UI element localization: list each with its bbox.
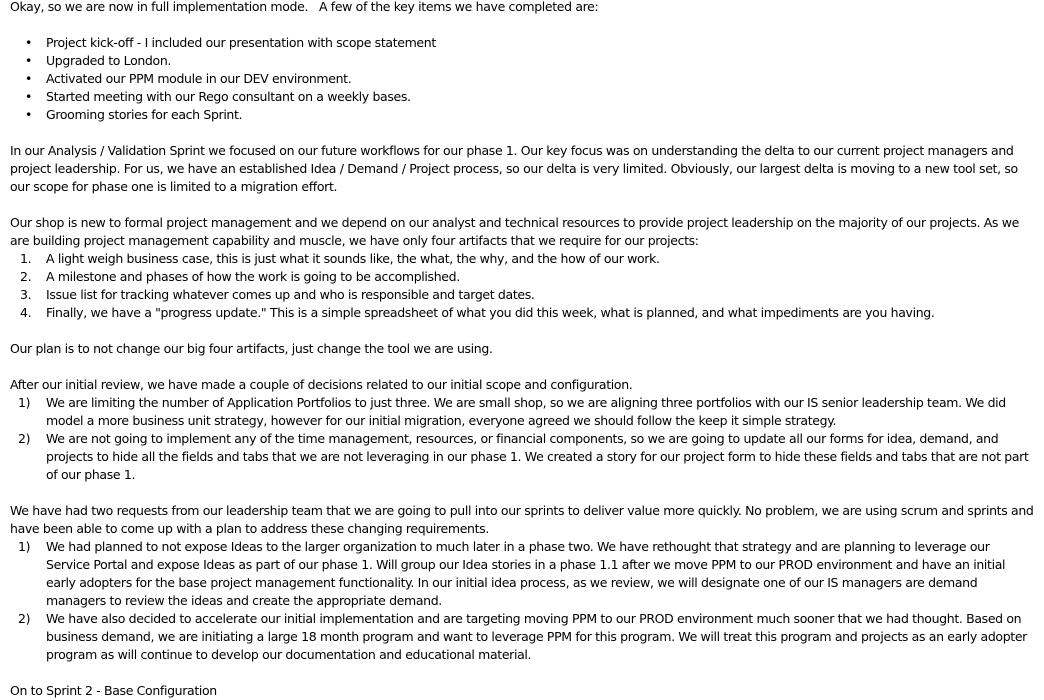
requests-list <box>10 538 1034 664</box>
intro-paragraph: Okay, so we are now in full implementation mode. A few of the key items we have completed are: <box>10 0 599 14</box>
list-item: • Grooming stories for each Sprint. <box>10 106 1034 124</box>
list-item-text: We are limiting the number of Application Portfolios to just three. We are small shop, so we are aligning three portfolios with our IS senior leadership team. We did model a more business unit strategy, however for our initial migration, everyone agreed we should follow the keep it simple strategy. <box>46 395 1006 428</box>
list-item-text: We are not going to implement any of the time management, resources, or financial components, so we are going to update all our forms for idea, demand, and projects to hide all the fields and tabs that we are not leveraging in our phase 1. We created a story for our project form to hide these fields and tabs that are not part of our phase 1. <box>46 431 1029 482</box>
artifacts-list <box>10 250 1034 322</box>
spacer <box>10 124 1034 142</box>
list-item <box>10 394 1034 430</box>
spacer <box>10 322 1034 340</box>
list-item <box>10 286 1034 304</box>
list-item <box>10 250 1034 268</box>
list-marker: 3. <box>20 287 32 302</box>
list-item: • Started meeting with our Rego consultant on a weekly bases. <box>10 88 1034 106</box>
list-item: • Upgraded to London. <box>10 52 1034 70</box>
list-item <box>10 610 1034 664</box>
list-item: • Project kick-off - I included our presentation with scope statement <box>10 34 1034 52</box>
list-marker: 2) <box>18 431 31 446</box>
list-marker: 2) <box>18 611 31 626</box>
list-marker: 1) <box>18 539 31 554</box>
spacer <box>10 484 1034 502</box>
shop-paragraph: Our shop is new to formal project management and we depend on our analyst and technical resources to provide project leadership on the majority of our projects. As we are building project management capability and muscle, we have only four artifacts that we require for our projects: <box>10 215 1019 248</box>
list-item-text: We have also decided to accelerate our initial implementation and are targeting moving PPM to our PROD environment much sooner that we had thought. Based on business demand, we are initiating a large 18 month program and want to leverage PPM for this program. We will treat this program and projects as an early adopter program as will continue to develop our documentation and educational material. <box>46 611 1027 662</box>
spacer <box>10 358 1034 376</box>
review-paragraph: After our initial review, we have made a couple of decisions related to our initial scope and configuration. <box>10 377 633 392</box>
requests-paragraph: We have had two requests from our leadership team that we are going to pull into our sprints to deliver value more quickly. No problem, we are using scrum and sprints and have been able to come up with a plan to address these changing requirements. <box>10 503 1034 536</box>
spacer <box>10 16 1034 34</box>
list-item-text: Issue list for tracking whatever comes up and who is responsible and target dates. <box>46 287 535 302</box>
list-item <box>10 430 1034 484</box>
plan-paragraph: Our plan is to not change our big four artifacts, just change the tool we are using. <box>10 341 493 356</box>
completed-items-list <box>10 34 1034 124</box>
decisions-list <box>10 394 1034 484</box>
list-marker: 4. <box>20 305 32 320</box>
list-item <box>10 304 1034 322</box>
list-item-text: We had planned to not expose Ideas to the larger organization to much later in a phase two. We have rethought that strategy and are planning to leverage our Service Portal and expose Ideas as part of our phase 1. Will group our Idea stories in a phase 1.1 after we move PPM to our PROD environment and have an initial early adopters for the base project management functionality. In our initial idea process, as we review, we will designate one of our IS managers are demand managers to review the ideas and create the appropriate demand. <box>46 539 1006 608</box>
closing-line: On to Sprint 2 - Base Configuration <box>10 683 217 698</box>
list-item <box>10 538 1034 610</box>
spacer <box>10 664 1034 682</box>
list-marker: 1) <box>18 395 31 410</box>
list-item-text: A milestone and phases of how the work is going to be accomplished. <box>46 269 460 284</box>
analysis-paragraph: In our Analysis / Validation Sprint we focused on our future workflows for our phase 1. Our key focus was on understanding the delta to our current project managers and project leadership. For us, we have an established Idea / Demand / Project process, so our delta is very limited. Obviously, our largest delta is moving to a new tool set, so our scope for phase one is limited to a migration effort. <box>10 143 1018 194</box>
list-item-text: A light weigh business case, this is just what it sounds like, the what, the why, and the how of our work. <box>46 251 660 266</box>
list-item: • Activated our PPM module in our DEV environment. <box>10 70 1034 88</box>
list-item <box>10 268 1034 286</box>
spacer <box>10 196 1034 214</box>
list-item-text: Finally, we have a "progress update." This is a simple spreadsheet of what you did this week, what is planned, and what impediments are you having. <box>46 305 935 320</box>
list-marker: 1. <box>20 251 32 266</box>
list-marker: 2. <box>20 269 32 284</box>
